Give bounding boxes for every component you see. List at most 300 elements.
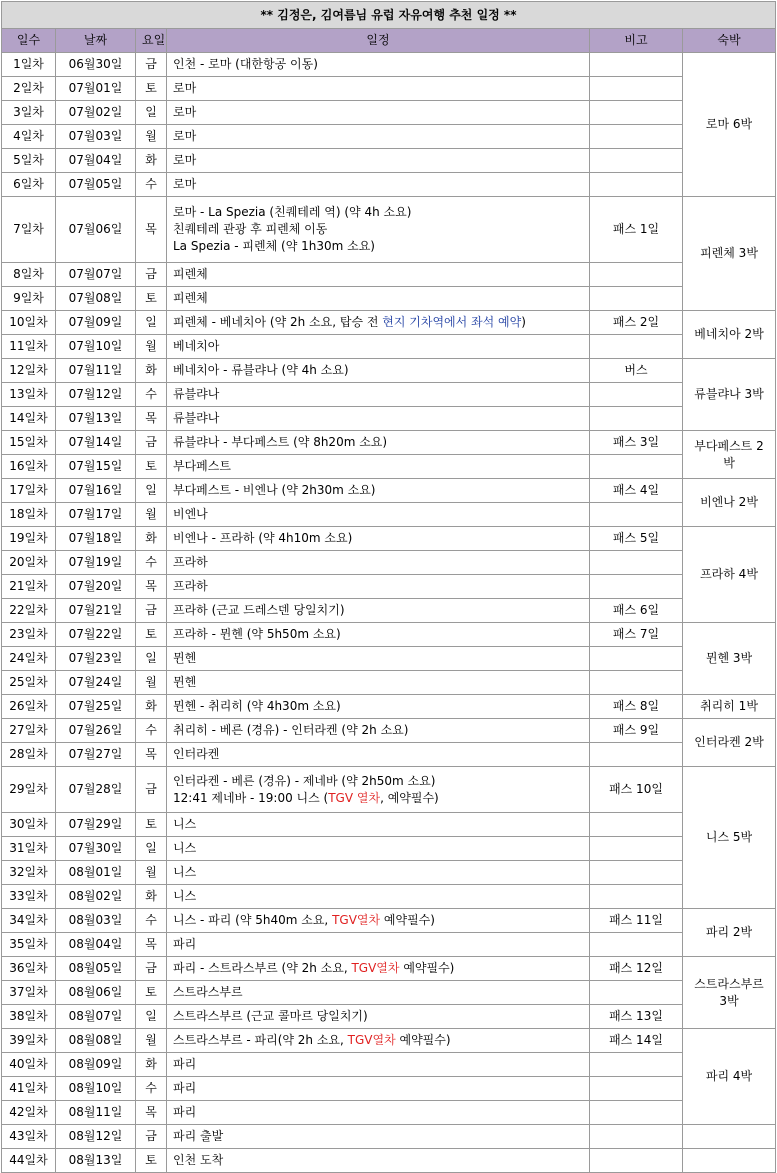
weekday-cell: 월 <box>136 335 167 359</box>
day-cell: 39일차 <box>2 1029 56 1053</box>
table-row <box>2 335 776 359</box>
table-row <box>2 503 776 527</box>
plan-text: 프라하 (근교 드레스덴 당일치기) <box>173 603 345 617</box>
date-cell: 08월11일 <box>56 1101 136 1125</box>
note-cell <box>590 263 683 287</box>
stay-cell: 부다페스트 2박 <box>683 431 776 479</box>
note-cell <box>590 1053 683 1077</box>
weekday-cell: 화 <box>136 695 167 719</box>
header-row <box>2 29 776 53</box>
note-cell <box>590 743 683 767</box>
header-plan: 일정 <box>167 29 590 53</box>
table-row <box>2 383 776 407</box>
plan-cell <box>167 101 590 125</box>
weekday-cell: 토 <box>136 455 167 479</box>
plan-text: 프라하 <box>173 579 208 593</box>
note-cell <box>590 503 683 527</box>
plan-text: 예약필수) <box>395 1033 451 1047</box>
stay-cell: 류블랴나 3박 <box>683 359 776 431</box>
note-cell: 버스 <box>590 359 683 383</box>
plan-cell <box>167 383 590 407</box>
note-cell: 패스 9일 <box>590 719 683 743</box>
day-cell: 2일차 <box>2 77 56 101</box>
weekday-cell: 일 <box>136 647 167 671</box>
plan-text: 프라하 - 뮌헨 (약 5h50m 소요) <box>173 627 341 641</box>
day-cell: 6일차 <box>2 173 56 197</box>
date-cell: 08월09일 <box>56 1053 136 1077</box>
date-cell: 07월09일 <box>56 311 136 335</box>
day-cell: 16일차 <box>2 455 56 479</box>
plan-text: 뮌헨 <box>173 651 197 665</box>
date-cell: 07월21일 <box>56 599 136 623</box>
table-row <box>2 933 776 957</box>
day-cell: 20일차 <box>2 551 56 575</box>
day-cell: 32일차 <box>2 861 56 885</box>
table-row <box>2 173 776 197</box>
table-row <box>2 479 776 503</box>
plan-cell <box>167 263 590 287</box>
title-row <box>2 2 776 29</box>
weekday-cell: 일 <box>136 311 167 335</box>
table-row <box>2 671 776 695</box>
plan-text: 파리 <box>173 937 197 951</box>
day-cell: 44일차 <box>2 1149 56 1173</box>
plan-text: 스트라스부르 (근교 콜마르 당일치기) <box>173 1009 368 1023</box>
plan-text: La Spezia - 피렌체 (약 1h30m 소요) <box>173 239 375 253</box>
day-cell: 38일차 <box>2 1005 56 1029</box>
plan-cell <box>167 1149 590 1173</box>
table-row <box>2 77 776 101</box>
table-row <box>2 599 776 623</box>
stay-cell: 베네치아 2박 <box>683 311 776 359</box>
day-cell: 8일차 <box>2 263 56 287</box>
date-cell: 07월28일 <box>56 767 136 813</box>
stay-cell <box>683 1125 776 1149</box>
plan-text: 파리 <box>173 1057 197 1071</box>
weekday-cell: 화 <box>136 885 167 909</box>
table-row <box>2 909 776 933</box>
note-cell <box>590 383 683 407</box>
day-cell: 23일차 <box>2 623 56 647</box>
plan-cell <box>167 197 590 263</box>
weekday-cell: 월 <box>136 503 167 527</box>
plan-text: 로마 <box>173 129 197 143</box>
day-cell: 14일차 <box>2 407 56 431</box>
plan-cell <box>167 885 590 909</box>
weekday-cell: 토 <box>136 1149 167 1173</box>
plan-cell <box>167 359 590 383</box>
table-row <box>2 359 776 383</box>
day-cell: 21일차 <box>2 575 56 599</box>
table-row <box>2 263 776 287</box>
weekday-cell: 월 <box>136 125 167 149</box>
note-cell <box>590 551 683 575</box>
plan-text: 인터라켄 <box>173 747 220 761</box>
plan-highlight: TGV열차 <box>347 1033 396 1047</box>
note-cell: 패스 12일 <box>590 957 683 981</box>
plan-text: 로마 - La Spezia (친퀘테레 역) (약 4h 소요) <box>173 205 412 219</box>
plan-text: 비엔나 - 프라하 (약 4h10m 소요) <box>173 531 353 545</box>
note-cell: 패스 10일 <box>590 767 683 813</box>
weekday-cell: 화 <box>136 527 167 551</box>
plan-text: 니스 <box>173 841 197 855</box>
table-row <box>2 719 776 743</box>
note-cell: 패스 3일 <box>590 431 683 455</box>
date-cell: 08월05일 <box>56 957 136 981</box>
plan-text: 피렌체 <box>173 291 208 305</box>
table-row <box>2 647 776 671</box>
note-cell <box>590 837 683 861</box>
plan-cell <box>167 1029 590 1053</box>
table-row <box>2 407 776 431</box>
table-row <box>2 455 776 479</box>
plan-text: 부다페스트 <box>173 459 231 473</box>
plan-text: 로마 <box>173 153 197 167</box>
plan-cell <box>167 455 590 479</box>
table-row <box>2 837 776 861</box>
note-cell <box>590 981 683 1005</box>
plan-text: 피렌체 <box>173 267 208 281</box>
day-cell: 25일차 <box>2 671 56 695</box>
weekday-cell: 일 <box>136 101 167 125</box>
stay-cell: 프라하 4박 <box>683 527 776 623</box>
day-cell: 10일차 <box>2 311 56 335</box>
note-cell <box>590 335 683 359</box>
day-cell: 11일차 <box>2 335 56 359</box>
weekday-cell: 화 <box>136 149 167 173</box>
plan-cell <box>167 287 590 311</box>
plan-cell <box>167 719 590 743</box>
date-cell: 07월14일 <box>56 431 136 455</box>
note-cell: 패스 8일 <box>590 695 683 719</box>
plan-cell <box>167 125 590 149</box>
table-row <box>2 527 776 551</box>
stay-cell <box>683 1149 776 1173</box>
header-note: 비고 <box>590 29 683 53</box>
plan-text: 니스 <box>173 889 197 903</box>
day-cell: 17일차 <box>2 479 56 503</box>
day-cell: 15일차 <box>2 431 56 455</box>
date-cell: 07월12일 <box>56 383 136 407</box>
weekday-cell: 수 <box>136 551 167 575</box>
note-cell: 패스 2일 <box>590 311 683 335</box>
weekday-cell: 월 <box>136 671 167 695</box>
weekday-cell: 수 <box>136 719 167 743</box>
plan-text: 12:41 제네바 - 19:00 니스 ( <box>173 790 329 805</box>
plan-text: 니스 <box>173 817 197 831</box>
weekday-cell: 월 <box>136 1029 167 1053</box>
plan-cell <box>167 1005 590 1029</box>
plan-cell <box>167 695 590 719</box>
note-cell <box>590 1077 683 1101</box>
itinerary-body <box>2 53 776 1173</box>
table-row <box>2 287 776 311</box>
note-cell: 패스 13일 <box>590 1005 683 1029</box>
date-cell: 07월29일 <box>56 813 136 837</box>
day-cell: 7일차 <box>2 197 56 263</box>
stay-cell: 비엔나 2박 <box>683 479 776 527</box>
table-row <box>2 53 776 77</box>
day-cell: 27일차 <box>2 719 56 743</box>
day-cell: 29일차 <box>2 767 56 813</box>
note-cell <box>590 77 683 101</box>
day-cell: 42일차 <box>2 1101 56 1125</box>
date-cell: 07월25일 <box>56 695 136 719</box>
plan-cell <box>167 479 590 503</box>
note-cell <box>590 885 683 909</box>
date-cell: 08월01일 <box>56 861 136 885</box>
table-row <box>2 743 776 767</box>
weekday-cell: 목 <box>136 933 167 957</box>
stay-cell: 니스 5박 <box>683 767 776 909</box>
date-cell: 07월13일 <box>56 407 136 431</box>
plan-text: 프라하 <box>173 555 208 569</box>
plan-text: 파리 - 스트라스부르 (약 2h 소요, <box>173 961 352 975</box>
plan-text: 로마 <box>173 177 197 191</box>
plan-cell <box>167 335 590 359</box>
date-cell: 08월12일 <box>56 1125 136 1149</box>
plan-text: 니스 <box>173 865 197 879</box>
table-row <box>2 695 776 719</box>
stay-cell: 인터라켄 2박 <box>683 719 776 767</box>
date-cell: 07월06일 <box>56 197 136 263</box>
weekday-cell: 토 <box>136 287 167 311</box>
day-cell: 22일차 <box>2 599 56 623</box>
stay-cell: 피렌체 3박 <box>683 197 776 311</box>
plan-cell <box>167 1125 590 1149</box>
date-cell: 07월19일 <box>56 551 136 575</box>
weekday-cell: 수 <box>136 383 167 407</box>
weekday-cell: 금 <box>136 957 167 981</box>
table-row <box>2 861 776 885</box>
table-row <box>2 767 776 813</box>
day-cell: 5일차 <box>2 149 56 173</box>
weekday-cell: 금 <box>136 767 167 813</box>
day-cell: 34일차 <box>2 909 56 933</box>
note-cell <box>590 933 683 957</box>
day-cell: 40일차 <box>2 1053 56 1077</box>
header-stay: 숙박 <box>683 29 776 53</box>
day-cell: 36일차 <box>2 957 56 981</box>
date-cell: 08월07일 <box>56 1005 136 1029</box>
note-cell: 패스 7일 <box>590 623 683 647</box>
stay-cell: 취리히 1박 <box>683 695 776 719</box>
plan-text: 친퀘테레 관광 후 피렌체 이동 <box>173 222 328 236</box>
day-cell: 1일차 <box>2 53 56 77</box>
plan-cell <box>167 173 590 197</box>
plan-text: 류블랴나 <box>173 387 220 401</box>
weekday-cell: 토 <box>136 981 167 1005</box>
note-cell <box>590 861 683 885</box>
note-cell: 패스 11일 <box>590 909 683 933</box>
date-cell: 07월07일 <box>56 263 136 287</box>
date-cell: 08월03일 <box>56 909 136 933</box>
table-row <box>2 575 776 599</box>
header-date: 날짜 <box>56 29 136 53</box>
note-cell <box>590 1101 683 1125</box>
sheet-title: ** 김정은, 김여름님 유럽 자유여행 추천 일정 ** <box>2 2 776 29</box>
plan-cell <box>167 981 590 1005</box>
plan-cell <box>167 1077 590 1101</box>
plan-cell <box>167 551 590 575</box>
weekday-cell: 금 <box>136 53 167 77</box>
note-cell: 패스 4일 <box>590 479 683 503</box>
plan-cell <box>167 503 590 527</box>
note-cell <box>590 53 683 77</box>
table-row <box>2 1053 776 1077</box>
table-row <box>2 125 776 149</box>
date-cell: 08월04일 <box>56 933 136 957</box>
date-cell: 07월03일 <box>56 125 136 149</box>
weekday-cell: 금 <box>136 1125 167 1149</box>
plan-text: 인천 - 로마 (대한항공 이동) <box>173 57 318 71</box>
note-cell <box>590 407 683 431</box>
plan-text: 파리 출발 <box>173 1129 224 1143</box>
plan-cell <box>167 575 590 599</box>
plan-cell <box>167 1053 590 1077</box>
plan-cell <box>167 957 590 981</box>
plan-text: 로마 <box>173 81 197 95</box>
note-cell: 패스 6일 <box>590 599 683 623</box>
table-row <box>2 1101 776 1125</box>
table-row <box>2 813 776 837</box>
day-cell: 33일차 <box>2 885 56 909</box>
plan-cell <box>167 527 590 551</box>
date-cell: 07월01일 <box>56 77 136 101</box>
date-cell: 07월02일 <box>56 101 136 125</box>
plan-text: 뮌헨 <box>173 675 197 689</box>
stay-cell: 뮌헨 3박 <box>683 623 776 695</box>
plan-text: 예약필수) <box>399 961 455 975</box>
weekday-cell: 일 <box>136 479 167 503</box>
note-cell <box>590 173 683 197</box>
plan-text: 스트라스부르 - 파리(약 2h 소요, <box>173 1033 348 1047</box>
note-cell <box>590 575 683 599</box>
stay-cell: 스트라스부르 3박 <box>683 957 776 1029</box>
table-row <box>2 101 776 125</box>
header-day: 일수 <box>2 29 56 53</box>
weekday-cell: 목 <box>136 575 167 599</box>
plan-text: 스트라스부르 <box>173 985 243 999</box>
date-cell: 07월27일 <box>56 743 136 767</box>
plan-text: 베네치아 - 류블랴나 (약 4h 소요) <box>173 363 349 377</box>
weekday-cell: 토 <box>136 813 167 837</box>
plan-text: 피렌체 - 베네치아 (약 2h 소요, 탑승 전 <box>173 315 383 329</box>
plan-text: 인터라켄 - 베른 (경유) - 제네바 (약 2h50m 소요) <box>173 773 436 788</box>
plan-cell <box>167 743 590 767</box>
weekday-cell: 금 <box>136 599 167 623</box>
date-cell: 08월08일 <box>56 1029 136 1053</box>
table-row <box>2 431 776 455</box>
weekday-cell: 일 <box>136 837 167 861</box>
plan-cell <box>167 909 590 933</box>
note-cell <box>590 125 683 149</box>
weekday-cell: 목 <box>136 1101 167 1125</box>
note-cell <box>590 455 683 479</box>
weekday-cell: 목 <box>136 407 167 431</box>
plan-text: ) <box>521 315 526 329</box>
day-cell: 31일차 <box>2 837 56 861</box>
plan-cell <box>167 311 590 335</box>
weekday-cell: 월 <box>136 861 167 885</box>
table-row <box>2 957 776 981</box>
weekday-cell: 토 <box>136 77 167 101</box>
date-cell: 07월15일 <box>56 455 136 479</box>
weekday-cell: 수 <box>136 173 167 197</box>
date-cell: 07월30일 <box>56 837 136 861</box>
weekday-cell: 목 <box>136 743 167 767</box>
date-cell: 07월05일 <box>56 173 136 197</box>
plan-highlight: TGV열차 <box>332 913 381 927</box>
date-cell: 07월20일 <box>56 575 136 599</box>
plan-text: 니스 - 파리 (약 5h40m 소요, <box>173 913 333 927</box>
stay-cell: 파리 4박 <box>683 1029 776 1125</box>
table-row <box>2 197 776 263</box>
plan-cell <box>167 599 590 623</box>
weekday-cell: 수 <box>136 1077 167 1101</box>
weekday-cell: 목 <box>136 197 167 263</box>
date-cell: 07월04일 <box>56 149 136 173</box>
note-cell <box>590 647 683 671</box>
date-cell: 07월26일 <box>56 719 136 743</box>
day-cell: 24일차 <box>2 647 56 671</box>
plan-cell <box>167 1101 590 1125</box>
plan-cell <box>167 861 590 885</box>
weekday-cell: 금 <box>136 263 167 287</box>
note-cell: 패스 5일 <box>590 527 683 551</box>
stay-cell: 파리 2박 <box>683 909 776 957</box>
plan-cell <box>167 767 590 813</box>
date-cell: 07월17일 <box>56 503 136 527</box>
note-cell <box>590 671 683 695</box>
plan-text: 류블랴나 <box>173 411 220 425</box>
weekday-cell: 토 <box>136 623 167 647</box>
date-cell: 07월16일 <box>56 479 136 503</box>
plan-cell <box>167 671 590 695</box>
plan-cell <box>167 53 590 77</box>
plan-cell <box>167 647 590 671</box>
day-cell: 28일차 <box>2 743 56 767</box>
date-cell: 06월30일 <box>56 53 136 77</box>
note-cell <box>590 149 683 173</box>
plan-text: 파리 <box>173 1105 197 1119</box>
plan-text: 베네치아 <box>173 339 220 353</box>
day-cell: 41일차 <box>2 1077 56 1101</box>
day-cell: 4일차 <box>2 125 56 149</box>
date-cell: 08월10일 <box>56 1077 136 1101</box>
note-cell: 패스 14일 <box>590 1029 683 1053</box>
weekday-cell: 수 <box>136 909 167 933</box>
weekday-cell: 금 <box>136 431 167 455</box>
day-cell: 9일차 <box>2 287 56 311</box>
plan-cell <box>167 77 590 101</box>
weekday-cell: 일 <box>136 1005 167 1029</box>
table-row <box>2 1077 776 1101</box>
header-weekday: 요일 <box>136 29 167 53</box>
day-cell: 12일차 <box>2 359 56 383</box>
plan-highlight: 현지 기차역에서 좌석 예약 <box>382 315 522 329</box>
date-cell: 07월22일 <box>56 623 136 647</box>
table-row <box>2 1005 776 1029</box>
note-cell: 패스 1일 <box>590 197 683 263</box>
weekday-cell: 화 <box>136 359 167 383</box>
table-row <box>2 623 776 647</box>
plan-text: 인천 도착 <box>173 1153 224 1167</box>
date-cell: 07월24일 <box>56 671 136 695</box>
itinerary-table <box>1 1 776 1173</box>
stay-cell: 로마 6박 <box>683 53 776 197</box>
note-cell <box>590 1125 683 1149</box>
